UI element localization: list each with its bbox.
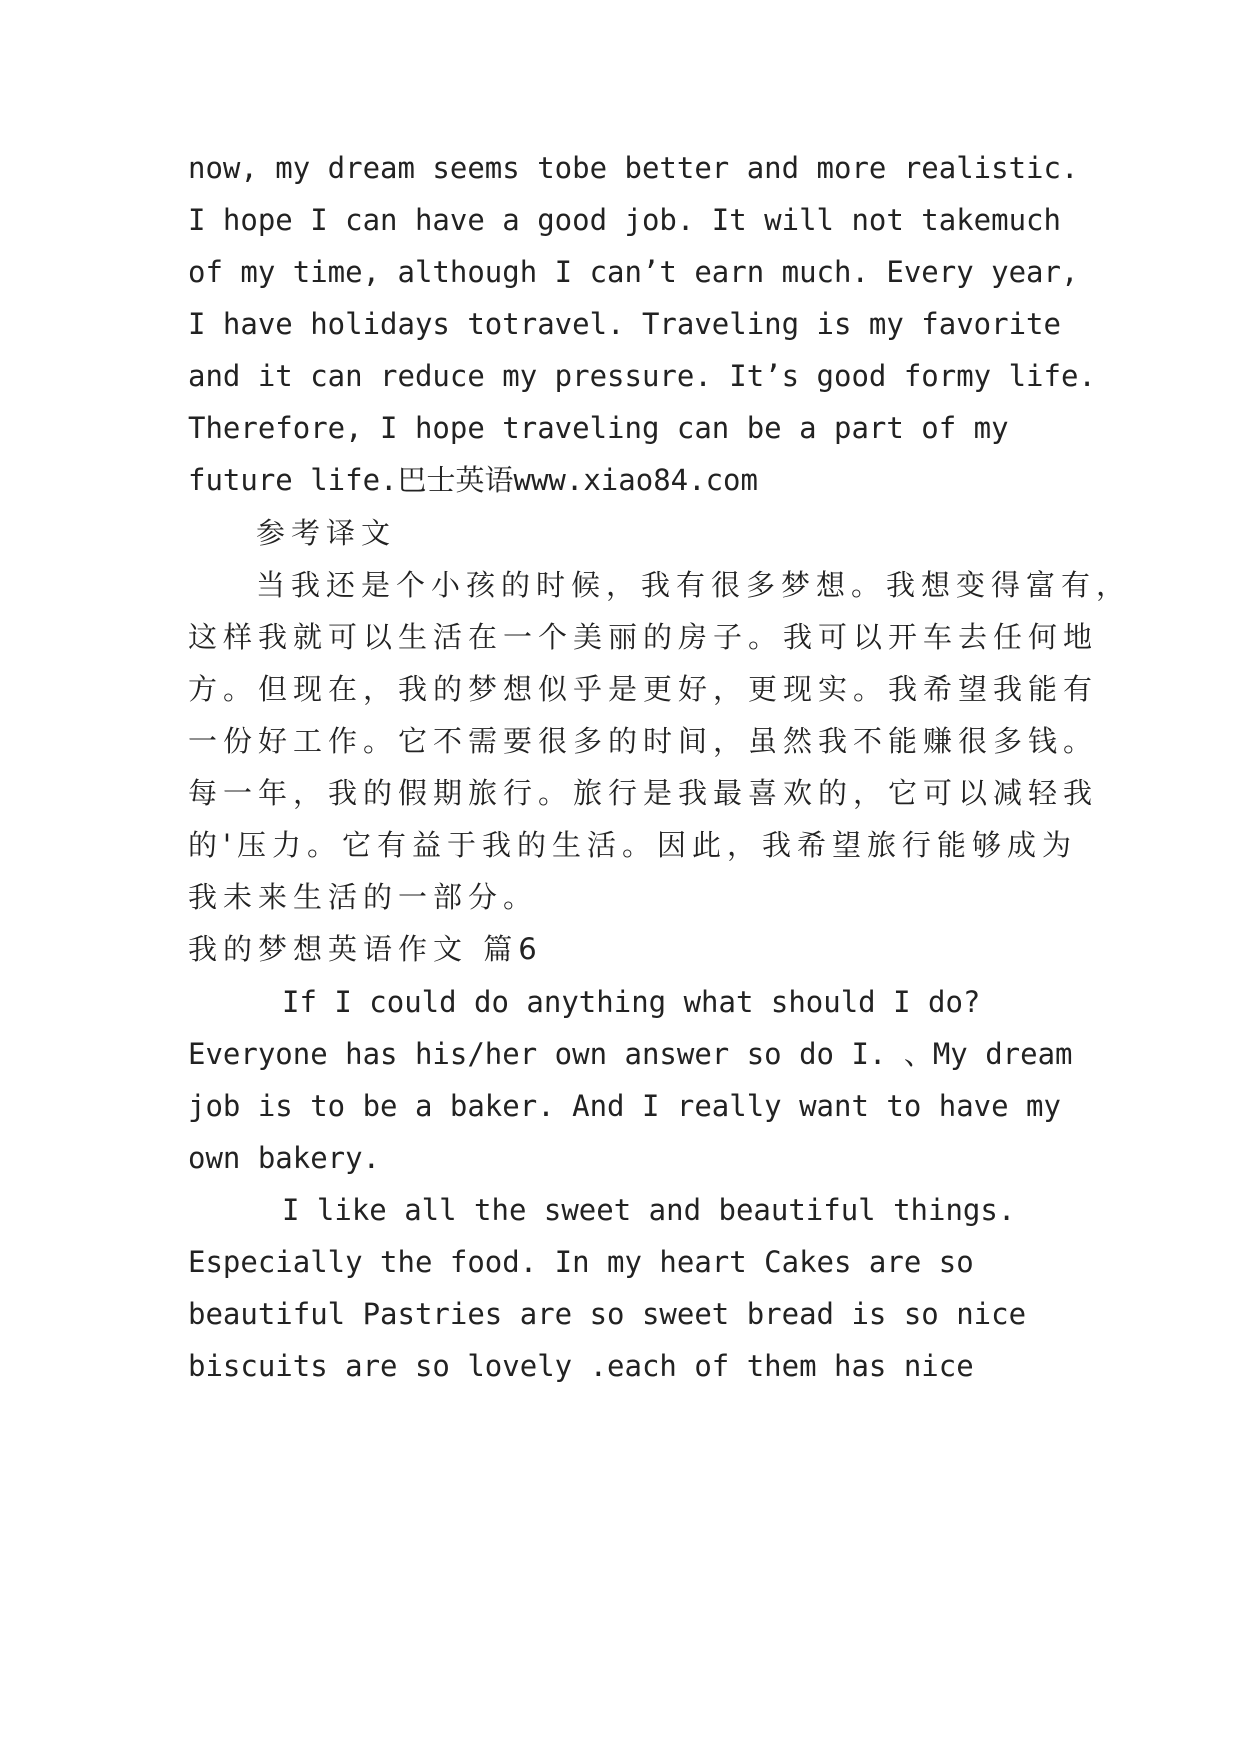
paragraph-line: Therefore, I hope traveling can be a part of my [188,411,1009,445]
paragraph-line: If I could do anything what should I do? [282,985,981,1019]
translation-line: 一份好工作。它不需要很多的时间，虽然我不能赚很多钱。 [188,724,1099,758]
translation-line: 当我还是个小孩的时候，我有很多梦想。我想变得富有， [256,568,1132,602]
translation-line: 的'压力。它有益于我的生活。因此，我希望旅行能够成为 [188,828,1077,862]
paragraph-line: beautiful Pastries are so sweet bread is so nice [188,1297,1027,1331]
paragraph-line: I hope I can have a good job. It will not takemuch [188,203,1061,237]
paragraph-line: biscuits are so lovely .each of them has nice [188,1349,974,1383]
paragraph-line: job is to be a baker. And I really want to have my [188,1089,1061,1123]
translation-line: 我未来生活的一部分。 [188,880,539,914]
paragraph-line: own bakery. [188,1141,381,1175]
translation-line: 这样我就可以生活在一个美丽的房子。我可以开车去任何地 [188,620,1099,654]
paragraph-line: I have holidays totravel. Traveling is my favorite [188,307,1061,341]
paragraph-line: I like all the sweet and beautiful things. [282,1193,1016,1227]
paragraph-line: now, my dream seems tobe better and more realistic. [188,151,1079,185]
paragraph-line: Everyone has his/her own answer so do I. 、My dream [188,1037,1073,1071]
paragraph-line: of my time, although I can’t earn much. Every year, [188,255,1079,289]
translation-line: 方。但现在，我的梦想似乎是更好，更现实。我希望我能有 [188,672,1099,706]
section-title: 我的梦想英语作文 篇6 [188,932,543,966]
translation-heading: 参考译文 [256,516,397,550]
paragraph-line: Especially the food. In my heart Cakes are so [188,1245,974,1279]
paragraph-line: future life.巴士英语www.xiao84.com [188,463,758,497]
paragraph-line: and it can reduce my pressure. It’s good formy life. [188,359,1096,393]
translation-line: 每一年，我的假期旅行。旅行是我最喜欢的，它可以减轻我 [188,776,1099,810]
